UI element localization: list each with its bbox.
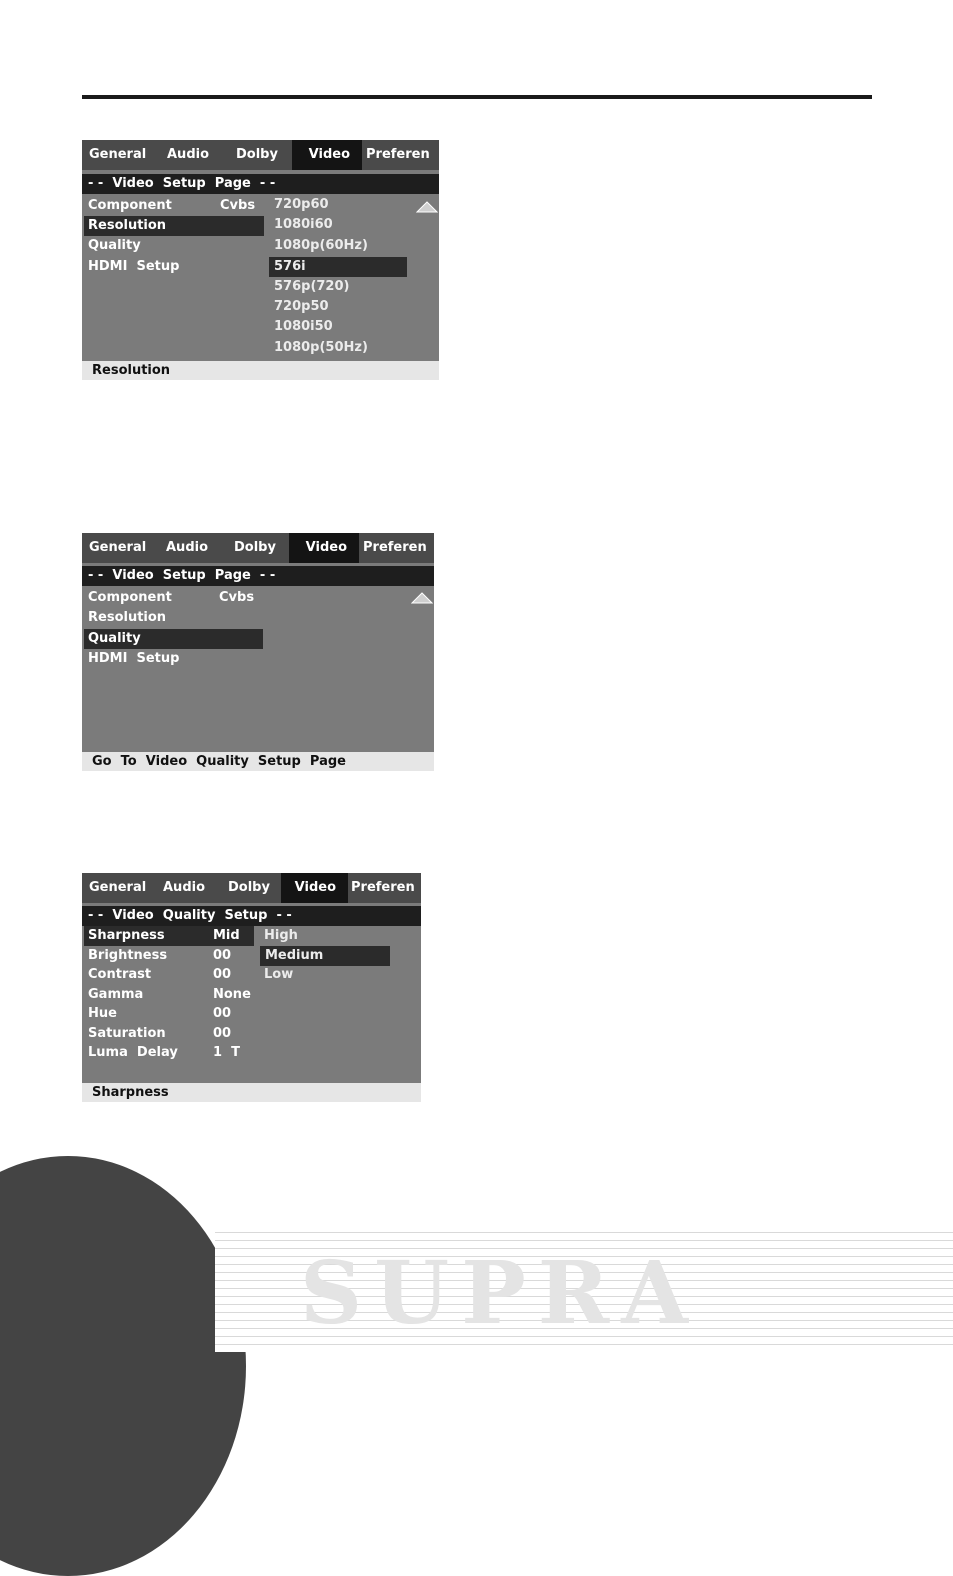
- menu-value-saturation: 00: [213, 1026, 232, 1041]
- tab-dolby[interactable]: Dolby: [236, 147, 278, 162]
- menu-value-brightness: 00: [213, 948, 232, 963]
- tab-bar: [82, 873, 421, 903]
- page-title: - - Video Setup Page - -: [82, 174, 439, 194]
- menu-item-brightness[interactable]: Brightness: [88, 948, 168, 963]
- menu-item-resolution[interactable]: Resolution: [84, 216, 264, 236]
- scroll-up-arrow-icon[interactable]: [416, 201, 438, 213]
- page-title: - - Video Quality Setup - -: [82, 906, 421, 926]
- option-low[interactable]: Low: [264, 967, 294, 982]
- tab-general[interactable]: General: [89, 880, 147, 895]
- menu-value-component: Cvbs: [220, 198, 256, 213]
- tab-general[interactable]: General: [89, 540, 147, 555]
- option-720p60[interactable]: 720p60: [274, 197, 329, 212]
- menu-value-component: Cvbs: [219, 590, 255, 605]
- menu-item-hdmi-setup[interactable]: HDMI Setup: [88, 651, 180, 666]
- menu-item-gamma[interactable]: Gamma: [88, 987, 144, 1002]
- option-576i[interactable]: 576i: [269, 257, 407, 277]
- tab-video[interactable]: Video: [281, 873, 348, 903]
- menu-item-hdmi-setup[interactable]: HDMI Setup: [88, 259, 180, 274]
- tab-video[interactable]: Video: [292, 140, 362, 170]
- status-bar: Resolution: [82, 361, 439, 380]
- video-quality-setup-screen: [82, 873, 421, 1102]
- tab-preferences[interactable]: Preferen: [363, 540, 427, 555]
- option-720p50[interactable]: 720p50: [274, 299, 329, 314]
- menu-item-resolution[interactable]: Resolution: [88, 610, 167, 625]
- tab-video[interactable]: Video: [289, 533, 359, 563]
- tab-general[interactable]: General: [89, 147, 147, 162]
- tab-dolby[interactable]: Dolby: [234, 540, 276, 555]
- option-medium[interactable]: Medium: [260, 946, 390, 966]
- menu-value-sharpness: Mid: [213, 928, 240, 943]
- status-bar: Go To Video Quality Setup Page: [82, 752, 434, 771]
- menu-value-gamma: None: [213, 987, 251, 1002]
- menu-value-hue: 00: [213, 1006, 232, 1021]
- menu-item-contrast[interactable]: Contrast: [88, 967, 152, 982]
- status-bar: Sharpness: [82, 1083, 421, 1102]
- tab-audio[interactable]: Audio: [166, 540, 209, 555]
- header-rule: [82, 95, 872, 99]
- option-high[interactable]: High: [264, 928, 298, 943]
- tab-dolby[interactable]: Dolby: [228, 880, 270, 895]
- brand-logo: SUPRA: [300, 1243, 700, 1344]
- menu-value-contrast: 00: [213, 967, 232, 982]
- option-576p720[interactable]: 576p(720): [274, 279, 350, 294]
- tab-audio[interactable]: Audio: [167, 147, 210, 162]
- tab-audio[interactable]: Audio: [163, 880, 206, 895]
- tab-bar: [82, 140, 439, 170]
- option-1080p50hz[interactable]: 1080p(50Hz): [274, 340, 368, 355]
- option-1080p60hz[interactable]: 1080p(60Hz): [274, 238, 368, 253]
- video-setup-quality-screen: [82, 533, 434, 771]
- scroll-up-arrow-icon[interactable]: [411, 592, 433, 604]
- tab-preferences[interactable]: Preferen: [366, 147, 430, 162]
- tab-preferences[interactable]: Preferen: [351, 880, 415, 895]
- page-title: - - Video Setup Page - -: [82, 566, 434, 586]
- option-1080i60[interactable]: 1080i60: [274, 217, 333, 232]
- menu-item-saturation[interactable]: Saturation: [88, 1026, 166, 1041]
- corner-decoration: [0, 1156, 246, 1576]
- menu-value-luma-delay: 1 T: [213, 1045, 240, 1060]
- menu-item-sharpness[interactable]: Sharpness: [84, 926, 254, 946]
- option-1080i50[interactable]: 1080i50: [274, 319, 333, 334]
- menu-item-quality[interactable]: Quality: [88, 238, 141, 253]
- tab-bar: [82, 533, 434, 563]
- menu-item-luma-delay[interactable]: Luma Delay: [88, 1045, 178, 1060]
- menu-item-component[interactable]: Component: [88, 590, 172, 605]
- menu-item-component[interactable]: Component: [88, 198, 172, 213]
- menu-item-quality[interactable]: Quality: [84, 629, 263, 649]
- menu-item-hue[interactable]: Hue: [88, 1006, 117, 1021]
- video-setup-resolution-screen: [82, 140, 439, 380]
